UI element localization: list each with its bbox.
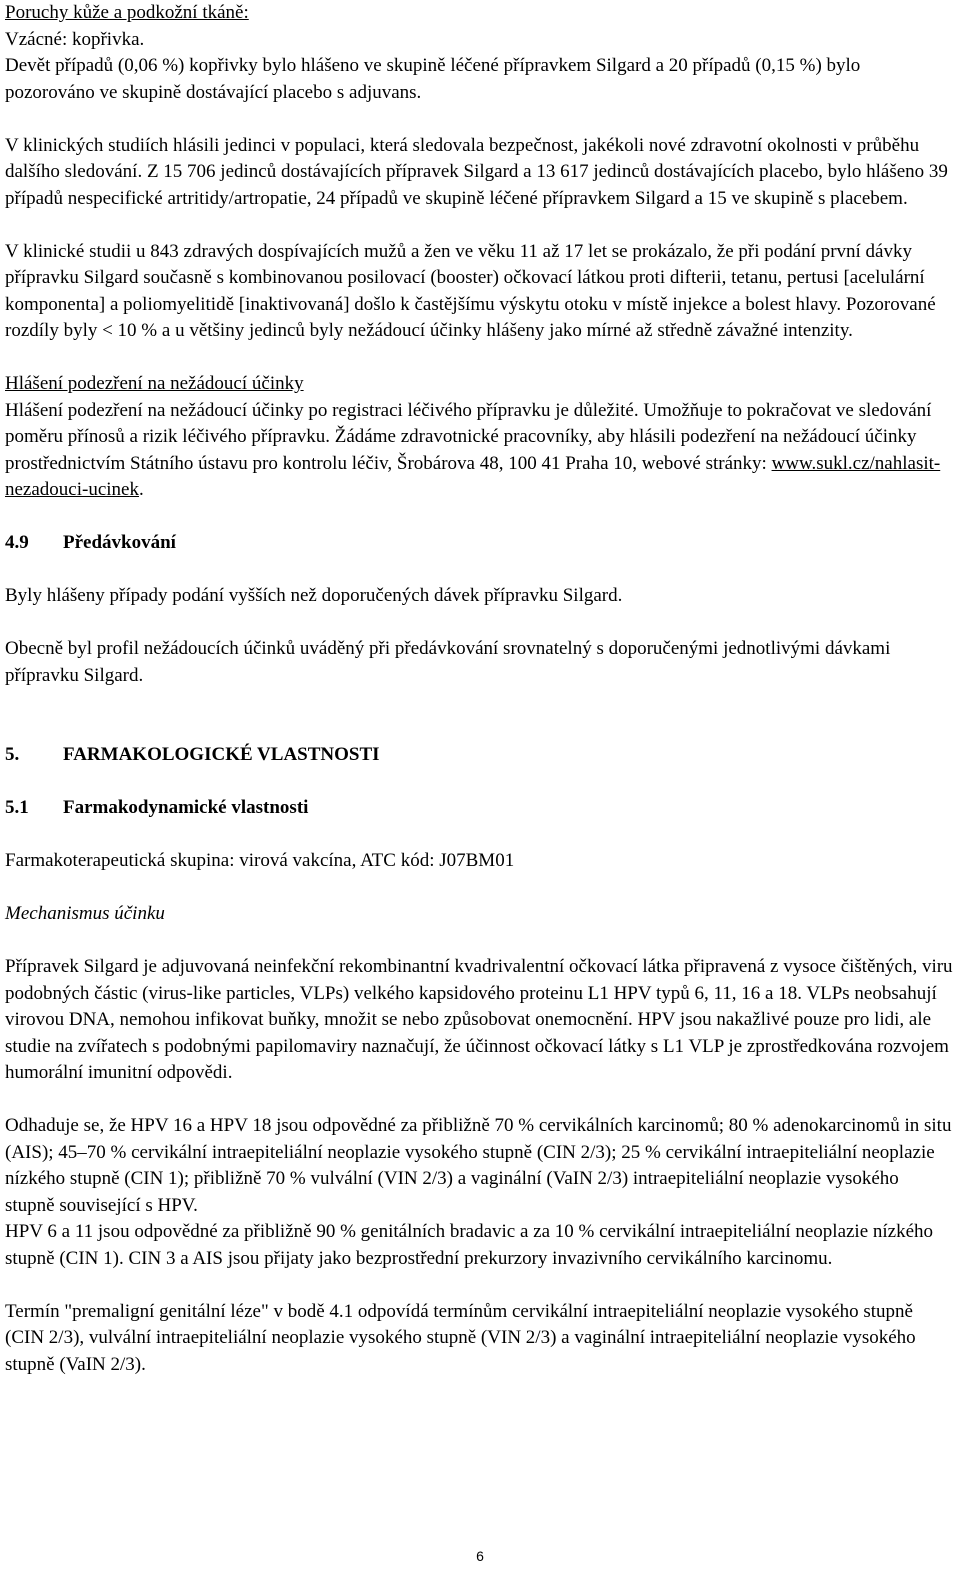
section-5-number: 5.	[5, 744, 20, 765]
estimate-paragraph-1: Odhaduje se, že HPV 16 a HPV 18 jsou odpovědné za přibližně 70 % cervikálních karcinomů; 80 % adenokarcinomů in situ (AIS); 45–70 % cervikální intraepiteliální neoplazie vysokého stupně (CIN 2/3); 25 % cervikální intraepiteliální neoplazie nízkého stupně (CIN 1); přibližně 70 % vulvální (VIN 2/3) a vaginální (VaIN 2/3) intraepiteliální neoplazie vysokého stupně související s HPV.	[5, 1115, 952, 1216]
reporting-text: Hlášení podezření na nežádoucí účinky po registraci léčivého přípravku je důležité. Umožňuje to pokračovat ve sledování poměru přínosů a rizik léčivého přípravku. Žádáme zdravotnické pracovníky, aby hlásili podezření na nežádoucí účinky prostřednictvím Státního ústavu pro kontrolu léčiv, Šrobárova 48, 100 41 Praha 10, webové stránky:	[5, 399, 932, 474]
clinical-studies-paragraph: V klinických studiích hlásili jedinci v populaci, která sledovala bezpečnost, jakékoli nové zdravotní okolnosti v průběhu dalšího sledování. Z 15 706 jedinců dostávajících přípravek Silgard a 13 617 jedinců dostávajících placebo, bylo hlášeno 39 případů nespecifické artritidy/artropatie, 24 případů ve skupině léčené přípravkem Silgard a 15 ve skupině s placebem.	[5, 134, 948, 209]
section-4-9-heading	[5, 530, 953, 557]
adolescent-study-paragraph: V klinické studii u 843 zdravých dospívajících mužů a žen ve věku 11 až 17 let se prokázalo, že při podání první dávky přípravku Silgard současně s kombinovanou posilovací (booster) očkovací látkou proti difterii, tetanu, pertusi [acelulární komponenta] a poliomyelitidě [inaktivovaná] došlo k častějšímu výskytu otoku v místě injekce a bolest hlavy. Pozorované rozdíly byly < 10 % a u většiny jedinců byly nežádoucí účinky hlášeny jako mírné až středně závažné intenzity.	[5, 240, 936, 341]
estimate-paragraph-2: HPV 6 a 11 jsou odpovědné za přibližně 90 % genitálních bradavic a za 10 % cervikální intraepiteliální neoplazie nízkého stupně (CIN 1). CIN 3 a AIS jsou přijaty jako bezprostřední prekurzory invazivního cervikálního karcinomu.	[5, 1221, 934, 1269]
section-5-heading	[5, 742, 953, 769]
atc-code-line: Farmakoterapeutická skupina: virová vakcína, ATC kód: J07BM01	[5, 850, 515, 871]
skin-urticaria-paragraph: Devět případů (0,06 %) kopřivky bylo hlášeno ve skupině léčené přípravkem Silgard a 20 případů (0,15 %) bylo pozorováno ve skupině dostávající placebo s adjuvans.	[5, 55, 861, 103]
skin-frequency: Vzácné: kopřivka.	[5, 28, 145, 50]
skin-disorders-heading: Poruchy kůže a podkožní tkáně:	[5, 2, 249, 23]
mechanism-paragraph: Přípravek Silgard je adjuvovaná neinfekční rekombinantní kvadrivalentní očkovací látka připravená z vysoce čištěných, viru podobných částic (virus-like particles, VLPs) velkého kapsidového proteinu L1 HPV typů 6, 11, 16 a 18. VLPs neobsahují virovou DNA, nemohou infikovat buňky, množit se nebo způsobovat onemocnění. HPV jsou nakažlivé pouze pro lidi, ale studie na zvířatech s podobnými papilomaviry naznačují, že účinnost očkovací látky s L1 VLP je zprostředkována rozvojem humorální imunitní odpovědi.	[5, 956, 953, 1083]
term-paragraph: Termín "premaligní genitální léze" v bodě 4.1 odpovídá termínům cervikální intraepiteliální neoplazie vysokého stupně (CIN 2/3), vulvální intraepiteliální neoplazie vysokého stupně (VIN 2/3) a vaginální intraepiteliální neoplazie vysokého stupně (VaIN 2/3).	[5, 1300, 916, 1375]
section-5-1-heading	[5, 795, 953, 822]
reporting-tail: .	[138, 479, 144, 500]
section-4-9-number: 4.9	[5, 532, 29, 553]
document-page	[5, 0, 953, 1378]
reporting-heading: Hlášení podezření na nežádoucí účinky	[5, 373, 304, 394]
section-5-title: FARMAKOLOGICKÉ VLASTNOSTI	[63, 744, 380, 765]
mechanism-heading: Mechanismus účinku	[5, 903, 165, 924]
sukl-link[interactable]: www.sukl.cz/nahlasit-nezadouci-ucinek	[5, 452, 941, 500]
section-5-1-number: 5.1	[5, 797, 29, 818]
section-5-1-title: Farmakodynamické vlastnosti	[63, 797, 309, 818]
page-number: 6	[476, 1548, 484, 1564]
section-4-9-title: Předávkování	[63, 532, 176, 553]
overdose-paragraph-2: Obecně byl profil nežádoucích účinků uváděný při předávkování srovnatelný s doporučenými jednotlivými dávkami přípravku Silgard.	[5, 638, 891, 686]
overdose-paragraph-1: Byly hlášeny případy podání vyšších než doporučených dávek přípravku Silgard.	[5, 585, 623, 606]
reporting-paragraph	[5, 398, 953, 504]
